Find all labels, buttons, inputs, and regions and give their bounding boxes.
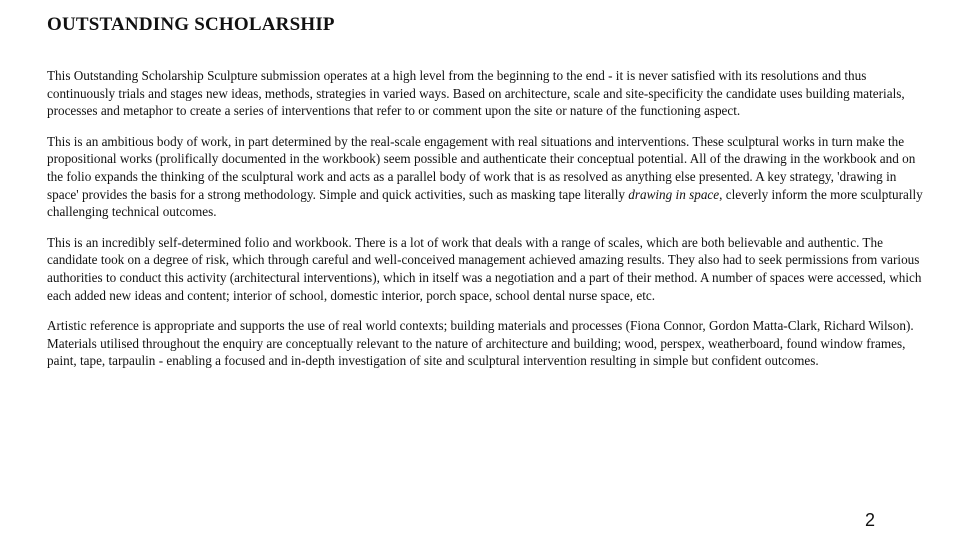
paragraph-3: This is an incredibly self-determined folio and workbook. There is a lot of work that deals with a range of scales, which are both believable and authentic. The candidate took on a degree of risk, which through careful and well-conceived management achieved amazing results. They also had to seek permissions from various authorities to conduct this activity (architectural interventions), which in itself was a negotiation and a part of their method. A number of spaces were accessed, which each added new ideas and content; interior of school, domestic interior, porch space, school dental nurse space, etc. bbox=[47, 234, 922, 303]
body-text bbox=[47, 67, 927, 383]
paragraph-2-italic-phrase: drawing in space bbox=[628, 186, 720, 202]
page-number: 2 bbox=[864, 510, 875, 530]
page-title: OUTSTANDING SCHOLARSHIP bbox=[47, 14, 335, 35]
paragraph-2-text-start: This is an ambitious body of work, in part determined by the real-scale engagement with real situations and interventions. These sculptural works in turn make the propositional works (prolifically documented in the workbook) seem possible and authenticate their conceptual potential. All of the drawing in the workbook and on the folio expands the thinking of the sculptural work and acts as a parallel body of work that is as resolved as anything else presented. A key strategy, 'drawing in space' provides the basis for a strong methodology. Simple and quick activities, such as masking tape literally bbox=[47, 133, 916, 202]
paragraph-4: Artistic reference is appropriate and supports the use of real world contexts; building materials and processes (Fiona Connor, Gordon Matta-Clark, Richard Wilson). Materials utilised throughout the enquiry are conceptually relevant to the nature of architecture and building; wood, perspex, weatherboard, found window frames, paint, tape, tarpaulin - enabling a focused and in-depth investigation of site and sculptural intervention resulting in simple but confident outcomes. bbox=[47, 318, 914, 369]
paragraph-2 bbox=[47, 133, 927, 221]
paragraph-2-text-end: , cleverly inform the more sculpturally challenging technical outcomes. bbox=[47, 186, 923, 220]
paragraph-1: This Outstanding Scholarship Sculpture submission operates at a high level from the beginning to the end - it is never satisfied with its resolutions and thus continuously trials and stages new ideas, methods, strategies in varied ways. Based on architecture, scale and site-specificity the candidate uses building materials, processes and metaphor to create a series of interventions that refer to or comment upon the site or nature of the functioning aspect. bbox=[47, 68, 905, 119]
